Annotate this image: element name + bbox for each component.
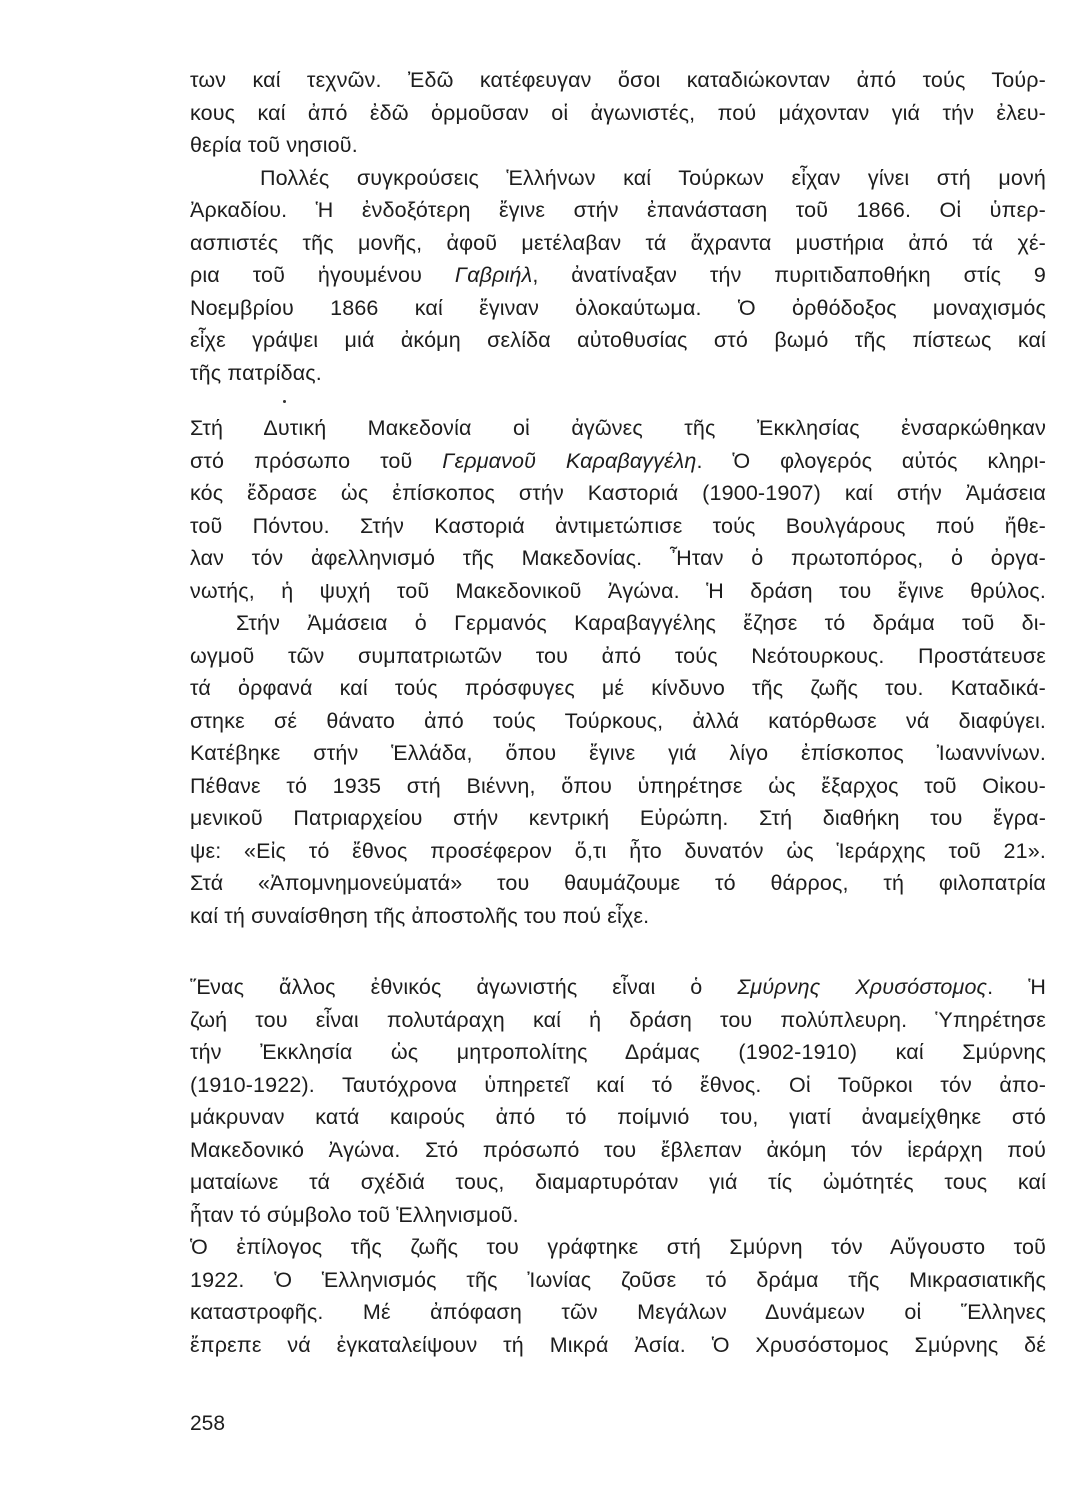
text-line: Νοεμβρίου 1866 καί ἔγιναν ὁλοκαύτωμα. Ὁ ὀρθόδοξος μοναχισμός — [190, 295, 1046, 320]
text-line: τῆς πατρίδας. — [190, 360, 322, 385]
text-line: θερία τοῦ νησιοῦ. — [190, 133, 358, 157]
paragraph-block-arkadi — [190, 64, 1046, 389]
text-line: καταστροφῆς. Μέ ἀπόφαση τῶν Μεγάλων Δυνάμεων οἱ Ἕλληνες — [190, 1300, 1046, 1324]
text-line: λαν τόν ἀφελληνισμό τῆς Μακεδονίας. Ἦταν ὁ πρωτοπόρος, ὁ ὀργα- — [190, 546, 1046, 570]
text-line: Πέθανε τό 1935 στή Βιέννη, ὅπου ὑπηρέτησε ὡς ἔξαρχος τοῦ Οἰκου- — [190, 773, 1046, 798]
text-line: ζωή του εἶναι πολυτάραχη καί ἡ δράση του πολύπλευρη. Ὑπηρέτησε — [190, 1007, 1046, 1032]
text-line: Κατέβηκε στήν Ἑλλάδα, ὅπου ἔγινε γιά λίγο ἐπίσκοπος Ἰωαννίνων. — [190, 741, 1046, 765]
text-line: ρια τοῦ ἡγουμένου Γαβριήλ, ἀνατίναξαν τήν πυριτιδαποθήκη στίς 9 — [190, 263, 1046, 287]
text-line: νωτής, ἡ ψυχή τοῦ Μακεδονικοῦ Ἀγώνα. Ἡ δράση του ἔγινε θρύλος. — [190, 578, 1046, 603]
text-line: ματαίωνε τά σχέδιά τους, διαμαρτυρόταν γιά τίς ὠμότητές τους καί — [190, 1170, 1046, 1194]
text-line: Ἕνας ἄλλος ἐθνικός ἀγωνιστής εἶναι ὁ Σμύρνης Χρυσόστομος. Ἡ — [190, 975, 1046, 999]
text-line: ψε: «Εἰς τό ἔθνος προσέφερον ὅ,τι ἦτο δυνατόν ὡς Ἱεράρχης τοῦ 21». — [190, 838, 1046, 863]
text-line: ωγμοῦ τῶν συμπατριωτῶν του ἀπό τούς Νεότουρκους. Προστάτευσε — [190, 643, 1046, 668]
text-line: Στή Δυτική Μακεδονία οἱ ἀγῶνες τῆς Ἐκκλησίας ἐνσαρκώθηκαν — [190, 416, 1046, 440]
text-line: ασπιστές τῆς μονῆς, ἀφοῦ μετέλαβαν τά ἄχραντα μυστήρια ἀπό τά χέ- — [190, 230, 1046, 255]
page-number: 258 — [190, 1412, 226, 1435]
text-line: ἦταν τό σύμβολο τοῦ Ἑλληνισμοῦ. — [190, 1202, 519, 1227]
text-line: Μακεδονικό Ἀγώνα. Στό πρόσωπό του ἔβλεπαν ἀκόμη τόν ἱεράρχη πού — [190, 1137, 1046, 1162]
paragraph-block-chrysostomos — [190, 971, 1046, 1361]
stray-dot — [283, 400, 286, 403]
text-line: στό πρόσωπο τοῦ Γερμανοῦ Καραβαγγέλη. Ὁ φλογερός αὐτός κληρι- — [190, 448, 1047, 473]
text-line: τοῦ Πόντου. Στήν Καστοριά ἀντιμετώπισε τούς Βουλγάρους πού ἤθε- — [190, 513, 1046, 538]
text-line: Στήν Ἀμάσεια ὁ Γερμανός Καραβαγγέλης ἔζησε τό δράμα τοῦ δι- — [236, 611, 1046, 635]
text-line: 1922. Ὁ Ἑλληνισμός τῆς Ἰωνίας ζοῦσε τό δράμα τῆς Μικρασιατικῆς — [190, 1267, 1046, 1292]
text-line: μενικοῦ Πατριαρχείου στήν κεντρική Εὐρώπη. Στή διαθήκη του ἔγρα- — [190, 806, 1046, 830]
text-line: κός ἔδρασε ὡς ἐπίσκοπος στήν Καστοριά (1900-1907) καί στήν Ἀμάσεια — [190, 481, 1046, 505]
text-line: καί τή συναίσθηση τῆς ἀποστολῆς του πού εἶχε. — [190, 903, 650, 928]
name-smyrnis-chrysostomos: Σμύρνης Χρυσόστομος — [737, 975, 988, 999]
paragraph-block-karavangelis — [190, 412, 1046, 932]
text-line: ἔπρεπε νά ἐγκαταλείψουν τή Μικρά Ἀσία. Ὁ Χρυσόστομος Σμύρνης δέ — [190, 1332, 1046, 1357]
text-line: Πολλές συγκρούσεις Ἑλλήνων καί Τούρκων εἶχαν γίνει στή μονή — [260, 165, 1046, 190]
text-line: κους καί ἀπό ἐδῶ ὁρμοῦσαν οἱ ἀγωνιστές, πού μάχονταν γιά τήν ἐλευ- — [190, 100, 1046, 125]
text-line: Ἀρκαδίου. Ἡ ἐνδοξότερη ἔγινε στήν ἐπανάσταση τοῦ 1866. Οἱ ὑπερ- — [190, 198, 1046, 222]
text-line: Ὁ ἐπίλογος τῆς ζωῆς του γράφτηκε στή Σμύρνη τόν Αὔγουστο τοῦ — [190, 1235, 1046, 1259]
name-germanos-karavangelis: Γερμανοῦ Καραβαγγέλη — [442, 448, 697, 473]
text-line: τά ὀρφανά καί τούς πρόσφυγες μέ κίνδυνο τῆς ζωῆς του. Καταδικά- — [190, 676, 1046, 700]
name-gavriil: Γαβριήλ — [454, 263, 533, 287]
text-line: των καί τεχνῶν. Ἐδῶ κατέφευγαν ὅσοι καταδιώκονταν ἀπό τούς Τούρ- — [190, 68, 1046, 92]
text-line: τήν Ἐκκλησία ὡς μητροπολίτης Δράμας (1902-1910) καί Σμύρνης — [190, 1040, 1046, 1064]
text-line: εἶχε γράψει μιά ἀκόμη σελίδα αὐτοθυσίας στό βωμό τῆς πίστεως καί — [190, 328, 1046, 352]
text-line: Στά «Ἀπομνημονεύματά» του θαυμάζουμε τό θάρρος, τή φιλοπατρία — [190, 871, 1046, 895]
text-line: στηκε σέ θάνατο ἀπό τούς Τούρκους, ἀλλά κατόρθωσε νά διαφύγει. — [190, 708, 1046, 733]
text-line: (1910-1922). Ταυτόχρονα ὑπηρετεῖ καί τό ἔθνος. Οἱ Τοῦρκοι τόν ἀπο- — [190, 1072, 1046, 1097]
text-line: μάκρυναν κατά καιρούς ἀπό τό ποίμνιό του, γιατί ἀναμείχθηκε στό — [190, 1105, 1046, 1129]
